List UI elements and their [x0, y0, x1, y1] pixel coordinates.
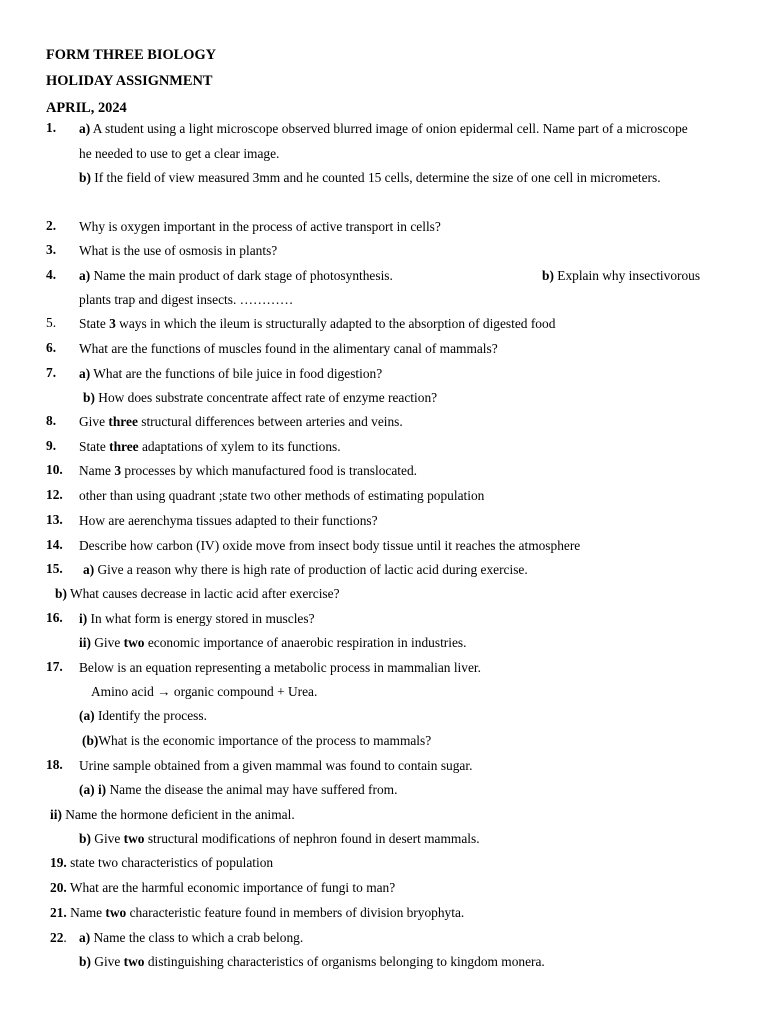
question-15b — [55, 585, 340, 603]
question-number: 20. — [50, 880, 67, 895]
question-7b — [83, 389, 437, 407]
question-22a — [79, 929, 303, 947]
question-13: How are aerenchyma tissues adapted to their functions? — [79, 513, 378, 528]
question-number: 15. — [46, 561, 63, 576]
part-label: (a) i) — [79, 782, 107, 797]
part-label: a) — [79, 930, 91, 945]
question-text: How does substrate concentrate affect rate of enzyme reaction? — [94, 390, 438, 405]
question-text: economic importance of anaerobic respiration in industries. — [144, 635, 467, 650]
question-number: 7. — [46, 365, 57, 380]
question-text: Give — [79, 414, 109, 429]
question-number: 6. — [46, 340, 57, 355]
part-label: a) — [79, 366, 91, 381]
emphasis: two — [123, 635, 145, 650]
question-text: Give — [90, 635, 124, 650]
question-number: 2. — [46, 218, 57, 233]
question-text: Name — [79, 463, 115, 478]
question-text: Name — [66, 905, 106, 920]
question-1a-cont: he needed to use to get a clear image. — [79, 146, 280, 161]
question-text: structural differences between arteries and veins. — [137, 414, 403, 429]
emphasis: two — [105, 905, 127, 920]
question-18: Urine sample obtained from a given mammal was found to contain sugar. — [79, 758, 473, 773]
question-number-digits: 22 — [50, 930, 64, 945]
question-number: 10. — [46, 462, 63, 477]
question-number — [50, 929, 67, 947]
question-text: State — [79, 316, 110, 331]
question-text: Identify the process. — [94, 708, 207, 723]
question-14: Describe how carbon (IV) oxide move from insect body tissue until it reaches the atmosphere — [79, 538, 581, 553]
emphasis: 3 — [114, 463, 122, 478]
question-text: If the field of view measured 3mm and he counted 15 cells, determine the size of one cell in micrometers. — [90, 170, 661, 185]
emphasis: two — [123, 831, 145, 846]
part-label: i) — [79, 611, 88, 626]
question-number: 1. — [46, 120, 57, 135]
part-label: (a) — [79, 708, 95, 723]
question-17a — [79, 707, 207, 725]
question-15a — [83, 561, 528, 579]
question-number: 17. — [46, 659, 63, 674]
question-20 — [50, 879, 395, 897]
question-text: adaptations of xylem to its functions. — [138, 439, 341, 454]
question-18b — [79, 830, 480, 848]
question-number: 4. — [46, 267, 57, 282]
emphasis: three — [109, 439, 139, 454]
part-label: b) — [542, 268, 554, 283]
question-text: In what form is energy stored in muscles? — [87, 611, 315, 626]
question-text: Name the main product of dark stage of photosynthesis. — [90, 268, 393, 283]
question-text: What causes decrease in lactic acid after exercise? — [66, 586, 340, 601]
question-9 — [79, 438, 341, 456]
question-4b — [542, 267, 700, 285]
question-number: 13. — [46, 512, 63, 527]
question-number: 9. — [46, 438, 57, 453]
question-1a — [79, 120, 688, 138]
question-3: What is the use of osmosis in plants? — [79, 243, 278, 258]
question-text: structural modifications of nephron found in desert mammals. — [144, 831, 480, 846]
question-text: state two characteristics of population — [66, 855, 274, 870]
part-label: b) — [55, 586, 67, 601]
question-number: 14. — [46, 537, 63, 552]
question-text: Name the hormone deficient in the animal. — [61, 807, 295, 822]
question-6: What are the functions of muscles found in the alimentary canal of mammals? — [79, 341, 498, 356]
question-text: ways in which the ileum is structurally adapted to the absorption of digested food — [115, 316, 556, 331]
question-17b — [82, 732, 431, 750]
document-date: APRIL, 2024 — [46, 100, 127, 116]
question-number-dot: . — [63, 930, 67, 945]
question-4a — [79, 267, 393, 285]
emphasis: three — [108, 414, 138, 429]
question-text: What is the economic importance of the process to mammals? — [98, 733, 432, 748]
part-label: b) — [79, 954, 91, 969]
part-label: b) — [79, 170, 91, 185]
question-16i — [79, 610, 315, 628]
question-10 — [79, 462, 417, 480]
emphasis: two — [123, 954, 145, 969]
part-label: a) — [83, 562, 95, 577]
question-number: 5. — [46, 315, 57, 330]
question-text: What are the functions of bile juice in food digestion? — [90, 366, 383, 381]
question-5 — [79, 315, 555, 333]
question-number: 8. — [46, 413, 57, 428]
emphasis: 3 — [109, 316, 116, 331]
part-label: b) — [83, 390, 95, 405]
question-number: 18. — [46, 757, 63, 772]
question-1b — [79, 169, 661, 187]
question-text: What are the harmful economic importance of fungi to man? — [66, 880, 396, 895]
part-label: ii) — [79, 635, 91, 650]
equation: Amino acid → organic compound + Urea. — [91, 684, 318, 699]
question-16ii — [79, 634, 466, 652]
question-8 — [79, 413, 403, 431]
part-label: a) — [79, 121, 91, 136]
part-label: a) — [79, 268, 91, 283]
question-text: Explain why insectivorous — [553, 268, 701, 283]
question-22b — [79, 953, 545, 971]
question-4b-cont: plants trap and digest insects. ………… — [79, 292, 294, 307]
question-text: State — [79, 439, 110, 454]
question-text: Give a reason why there is high rate of production of lactic acid during exercise. — [94, 562, 528, 577]
question-number: 16. — [46, 610, 63, 625]
document-title: FORM THREE BIOLOGY — [46, 47, 217, 63]
question-text: A student using a light microscope observed blurred image of onion epidermal cell. Name part of a microscope — [90, 121, 688, 136]
question-7a — [79, 365, 382, 383]
question-21 — [50, 904, 464, 922]
part-label: ii) — [50, 807, 62, 822]
question-text: Name the disease the animal may have suffered from. — [106, 782, 398, 797]
question-text: characteristic feature found in members of division bryophyta. — [126, 905, 465, 920]
question-12: other than using quadrant ;state two other methods of estimating population — [79, 488, 485, 503]
question-text: Give — [90, 831, 124, 846]
question-text: Give — [90, 954, 124, 969]
question-text: processes by which manufactured food is translocated. — [121, 463, 418, 478]
question-number: 19. — [50, 855, 67, 870]
question-number: 12. — [46, 487, 63, 502]
question-18ii — [50, 806, 295, 824]
document-subtitle: HOLIDAY ASSIGNMENT — [46, 73, 213, 89]
question-17: Below is an equation representing a metabolic process in mammalian liver. — [79, 660, 481, 675]
question-19 — [50, 854, 273, 872]
part-label: b) — [79, 831, 91, 846]
question-2: Why is oxygen important in the process of active transport in cells? — [79, 219, 441, 234]
part-label: (b) — [82, 733, 99, 748]
question-text: distinguishing characteristics of organisms belonging to kingdom monera. — [144, 954, 545, 969]
question-number: 3. — [46, 242, 57, 257]
question-18ai — [79, 781, 397, 799]
question-number: 21. — [50, 905, 67, 920]
question-text: Name the class to which a crab belong. — [90, 930, 304, 945]
